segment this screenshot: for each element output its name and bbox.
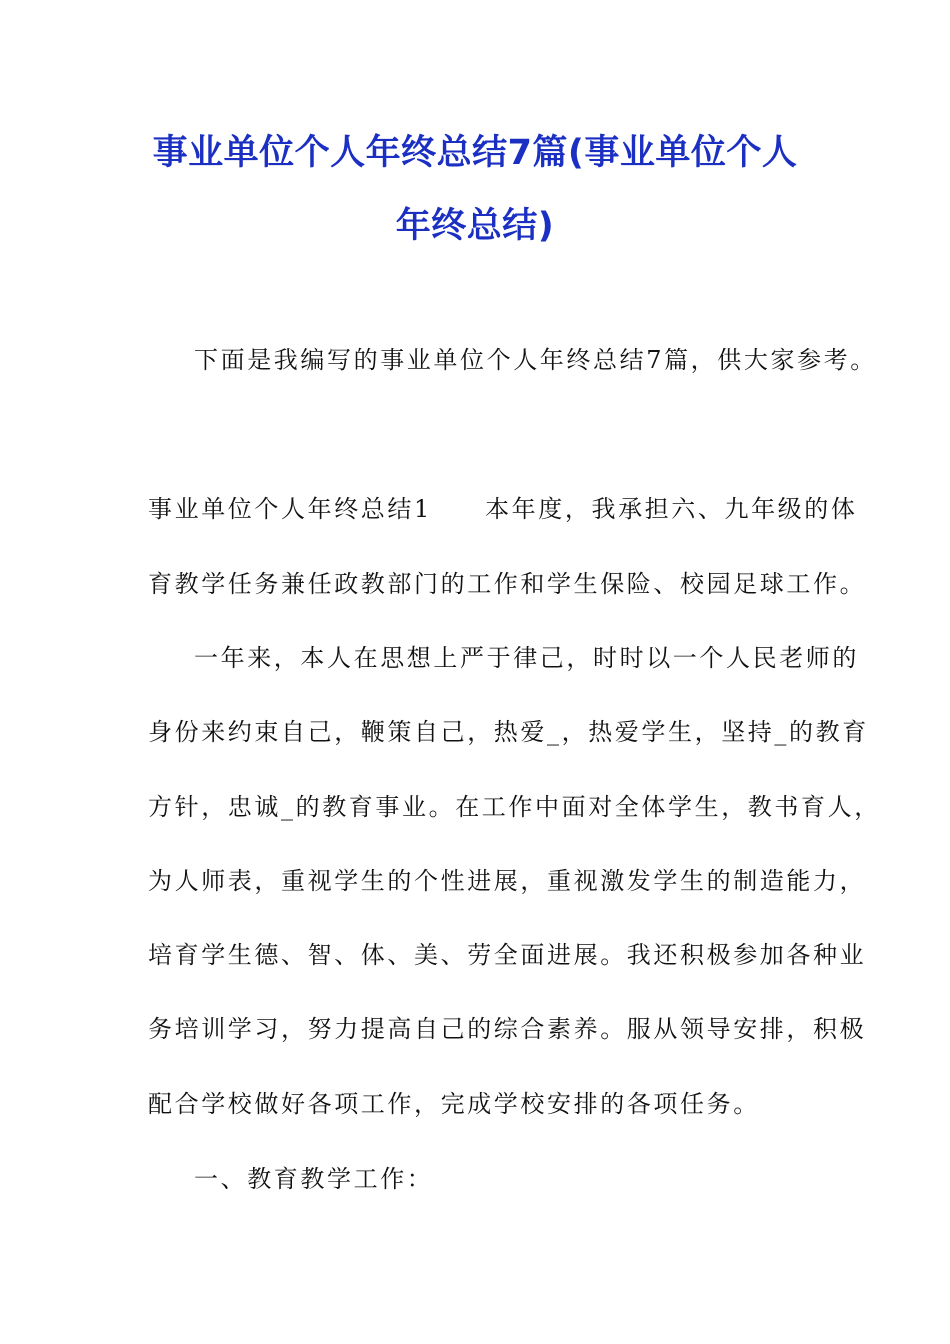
document-title-line-2: 年终总结) [395,206,555,246]
section-1-line-1: 事业单位个人年终总结1 本年度，我承担六、九年级的体 [148,495,858,523]
paragraph-line-2: 身份来约束自己，鞭策自己，热爱_，热爱学生，坚持_的教育 [148,718,869,746]
paragraph-line-6: 务培训学习，努力提高自己的综合素养。服从领导安排，积极 [148,1015,867,1043]
paragraph-line-4: 为人师表，重视学生的个性进展，重视激发学生的制造能力， [148,867,867,895]
paragraph-line-5: 培育学生德、智、体、美、劳全面进展。我还积极参加各种业 [148,941,867,969]
intro-paragraph: 下面是我编写的事业单位个人年终总结7篇，供大家参考。 [194,346,877,374]
section-heading: 一、教育教学工作： [194,1165,434,1193]
paragraph-line-3: 方针，忠诚_的教育事业。在工作中面对全体学生，教书育人， [148,793,881,821]
paragraph-line-1: 一年来，本人在思想上严于律己，时时以一个人民老师的 [194,644,859,672]
section-1-line-2: 育教学任务兼任政教部门的工作和学生保险、校园足球工作。 [148,570,867,598]
paragraph-line-7: 配合学校做好各项工作，完成学校安排的各项任务。 [148,1090,760,1118]
document-title-line-1: 事业单位个人年终总结7篇(事业单位个人 [152,133,798,173]
